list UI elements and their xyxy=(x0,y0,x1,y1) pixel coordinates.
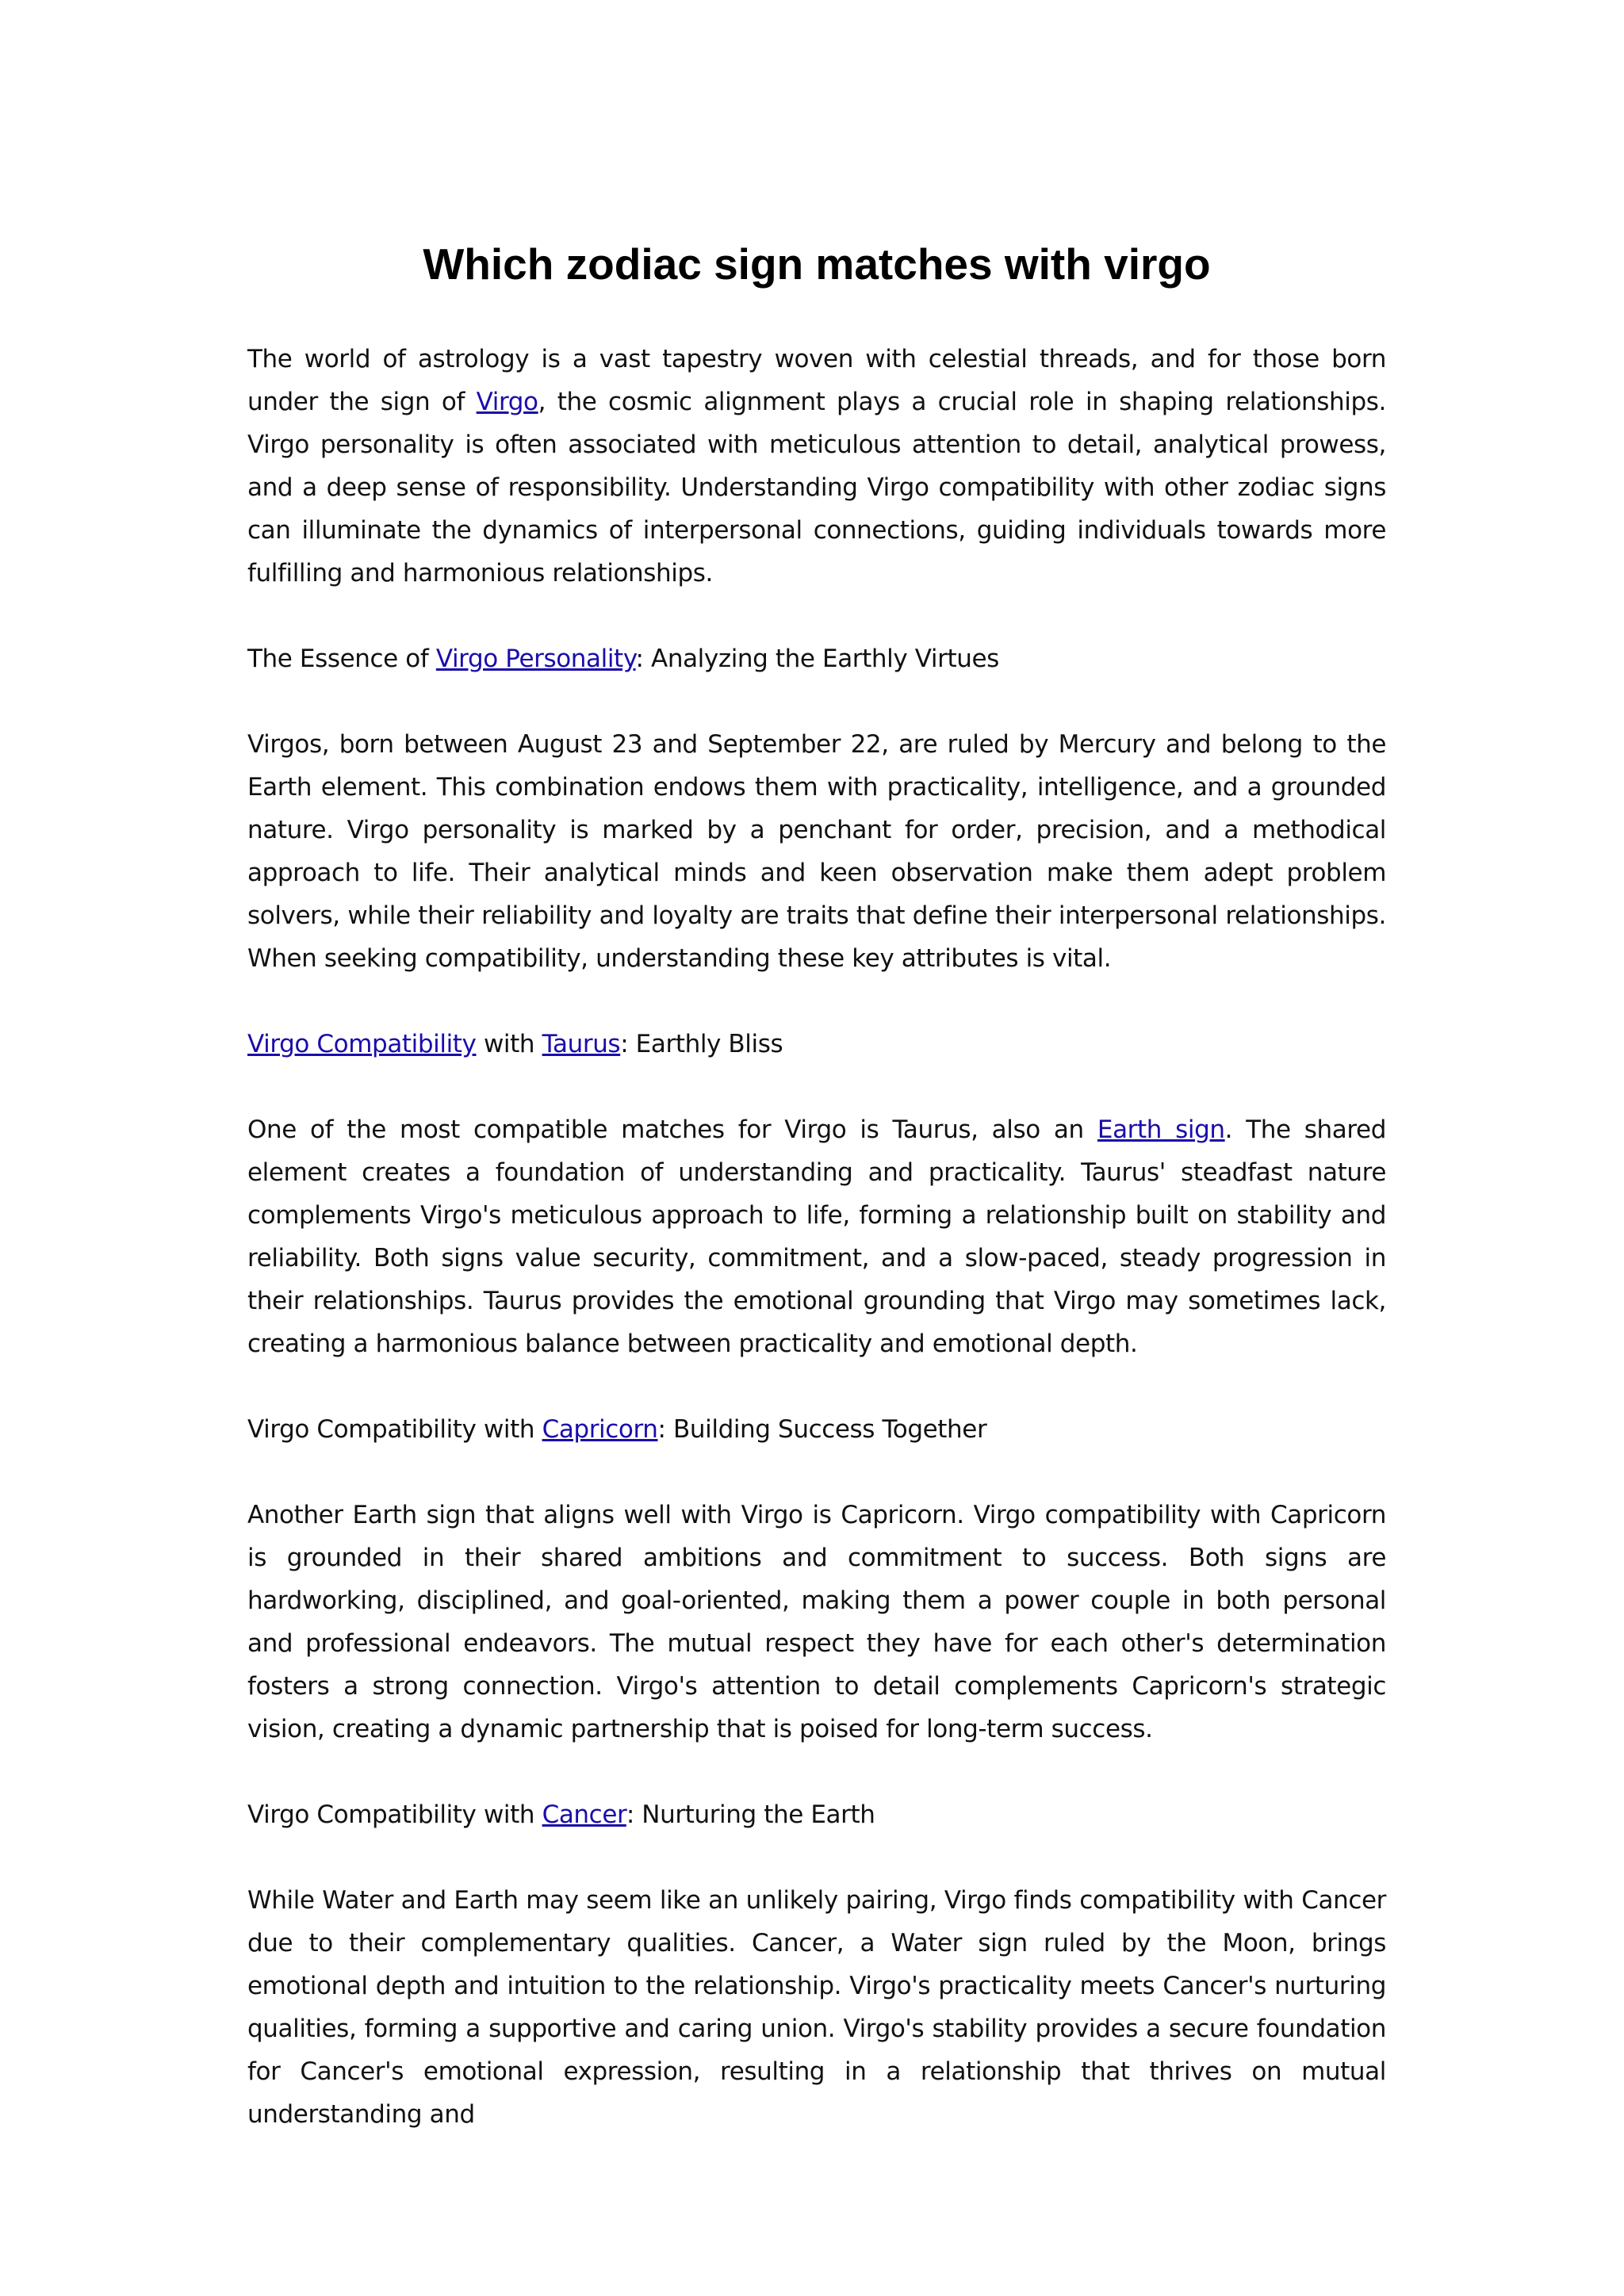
taurus-paragraph xyxy=(247,1108,1386,1365)
taurus-text-b: . The shared element creates a foundation of understanding and practicality. Taurus' steadfast nature complements Virgo's meticulous approach to life, forming a relationship built on stability and reliability. Both signs value security, commitment, and a slow-paced, steady progression in their relationships. Taurus provides the emotional grounding that Virgo may sometimes lack, creating a harmonious balance between practicality and emotional depth. xyxy=(247,1115,1387,1358)
taurus-text-a: One of the most compatible matches for Virgo is Taurus, also an xyxy=(247,1115,1097,1144)
document-page xyxy=(247,238,1386,2179)
intro-paragraph xyxy=(247,338,1386,595)
virgo-personality-link[interactable]: Virgo Personality xyxy=(435,645,636,673)
heading-essence-text-b: : Analyzing the Earthly Virtues xyxy=(635,645,999,673)
intro-text-a: The world of astrology is a vast tapestry woven with celestial threads, and for those born under the sign of xyxy=(247,345,1386,416)
section-heading-essence xyxy=(247,637,1386,680)
heading-taurus-text-mid: with xyxy=(476,1030,542,1058)
essence-paragraph: Virgos, born between August 23 and September 22, are ruled by Mercury and belong to the Earth element. This combination endows them with practicality, intelligence, and a grounded nature. Virgo personality is marked by a penchant for order, precision, and a methodical approach to life. Their analytical minds and keen observation make them adept problem solvers, while their reliability and loyalty are traits that define their interpersonal relationships. When seeking compatibility, understanding these key attributes is vital. xyxy=(247,730,1386,973)
intro-text-b: , the cosmic alignment plays a crucial role in shaping relationships. Virgo personality is often associated with meticulous attention to detail, analytical prowess, and a deep sense of responsibility. Understanding Virgo compatibility with other zodiac signs can illuminate the dynamics of interpersonal connections, guiding individuals towards more fulfilling and harmonious relationships. xyxy=(247,388,1386,587)
heading-capricorn-text-a: Virgo Compatibility with xyxy=(247,1415,542,1444)
heading-cancer-text-b: : Nurturing the Earth xyxy=(626,1800,875,1829)
page-title: Which zodiac sign matches with virgo xyxy=(423,239,1211,289)
virgo-compatibility-link[interactable]: Virgo Compatibility xyxy=(247,1030,477,1058)
heading-capricorn-text-b: : Building Success Together xyxy=(657,1415,987,1444)
section-heading-capricorn xyxy=(247,1408,1386,1451)
heading-cancer-text-a: Virgo Compatibility with xyxy=(247,1800,542,1829)
heading-taurus-text-b: : Earthly Bliss xyxy=(620,1030,783,1058)
section-heading-taurus xyxy=(247,1023,1386,1066)
cancer-paragraph: While Water and Earth may seem like an unlikely pairing, Virgo finds compatibility with Cancer due to their complementary qualities. Cancer, a Water sign ruled by the Moon, brings emotional depth and intuition to the relationship. Virgo's practicality meets Cancer's nurturing qualities, forming a supportive and caring union. Virgo's stability provides a secure foundation for Cancer's emotional expression, resulting in a relationship that thrives on mutual understanding and xyxy=(247,1886,1386,2129)
capricorn-link[interactable]: Capricorn xyxy=(542,1415,658,1444)
capricorn-paragraph: Another Earth sign that aligns well with Virgo is Capricorn. Virgo compatibility with Capricorn is grounded in their shared ambitions and commitment to success. Both signs are hardworking, disciplined, and goal-oriented, making them a power couple in both personal and professional endeavors. The mutual respect they have for each other's determination fosters a strong connection. Virgo's attention to detail complements Capricorn's strategic vision, creating a dynamic partnership that is poised for long-term success. xyxy=(247,1501,1386,1743)
cancer-link[interactable]: Cancer xyxy=(542,1800,626,1829)
virgo-link[interactable]: Virgo xyxy=(476,388,538,416)
taurus-link[interactable]: Taurus xyxy=(542,1030,621,1058)
earth-sign-link[interactable]: Earth sign xyxy=(1097,1115,1225,1144)
heading-essence-text-a: The Essence of xyxy=(247,645,436,673)
section-heading-cancer xyxy=(247,1793,1386,1836)
